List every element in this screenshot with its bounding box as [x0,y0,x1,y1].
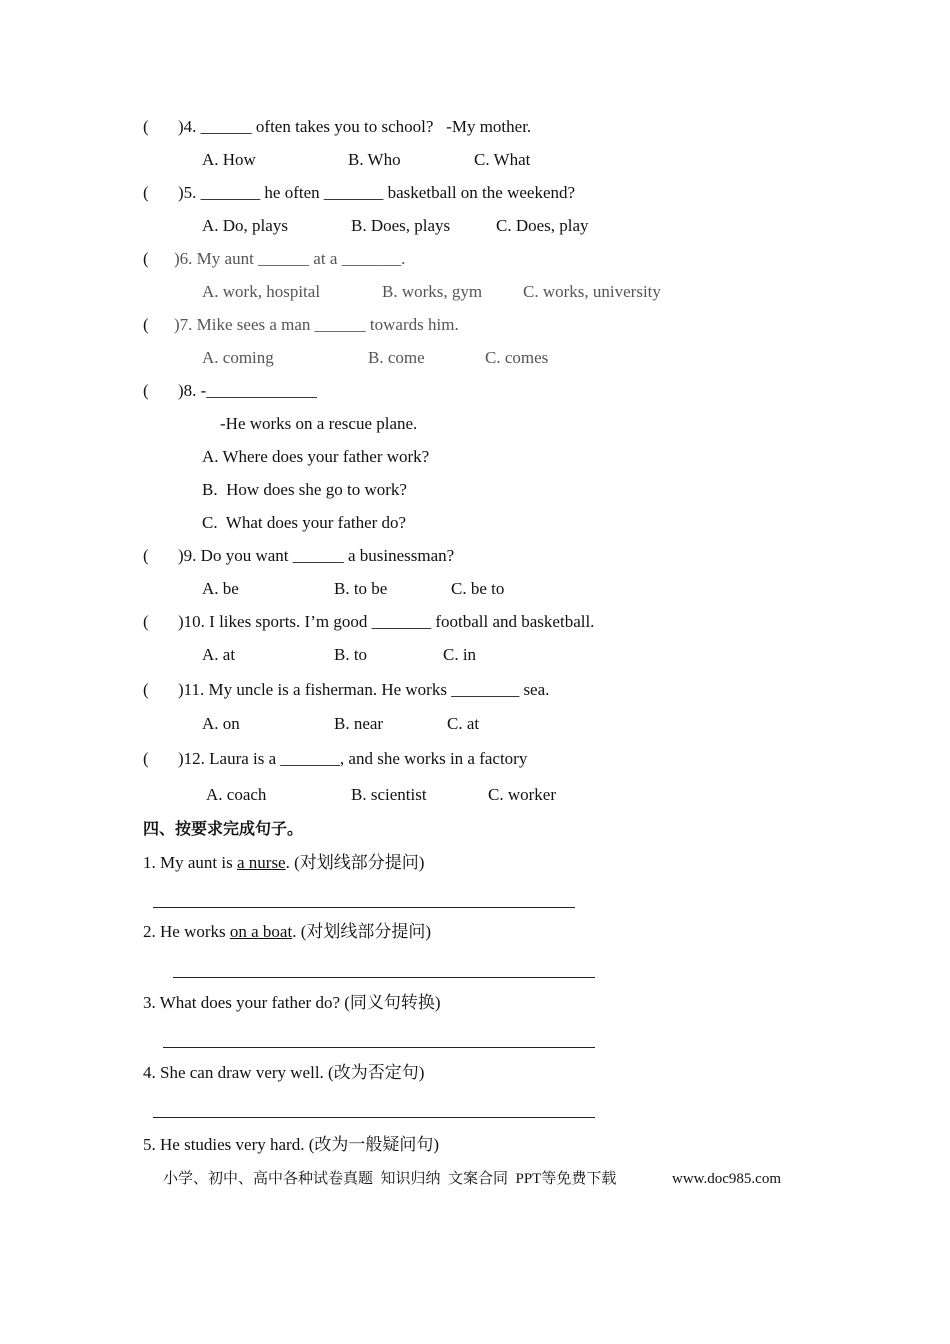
footer-url[interactable]: www.doc985.com [672,1171,782,1187]
answer-paren[interactable]: ( [143,749,149,768]
option-b[interactable]: B. to be [334,579,388,598]
question-stem: )5. _______ he often _______ basketball on the weekend? [178,183,576,202]
question-stem: )8. -_____________ [178,381,317,400]
option-a[interactable]: A. work, hospital [202,282,321,301]
option-a[interactable]: A. coach [206,785,267,804]
option-c[interactable]: C. comes [485,348,549,367]
option-b[interactable]: B. Who [348,150,401,169]
option-c[interactable]: C. worker [488,785,556,804]
section-title: 四、按要求完成句子。 [143,819,304,838]
option-c[interactable]: C. at [447,714,480,733]
option-c[interactable]: C. What [474,150,531,169]
option-a[interactable]: A. Do, plays [202,216,288,235]
option-a[interactable]: A. coming [202,348,274,367]
answer-paren[interactable]: ( [143,680,149,699]
item-text: 1. My aunt is [143,853,237,872]
option-a[interactable]: A. at [202,645,236,664]
answer-paren[interactable]: ( [143,315,149,334]
option-a[interactable]: A. be [202,579,239,598]
answer-paren[interactable]: ( [143,546,149,565]
answer-line-3[interactable] [163,1047,595,1048]
rewrite-item-3: 3. What does your father do? (同义句转换) [143,993,441,1012]
rewrite-item-5: 5. He studies very hard. (改为一般疑问句) [143,1135,440,1154]
item-instruction: . (对划线部分提问) [285,853,425,872]
option-b[interactable]: B. works, gym [382,282,483,301]
answer-paren[interactable]: ( [143,612,149,631]
footer-text: 小学、初中、高中各种试卷真题 知识归纳 文案合同 PPT等免费下载 [163,1171,617,1187]
answer-paren[interactable]: ( [143,183,149,202]
question-stem: )11. My uncle is a fisherman. He works ________ sea. [178,680,550,699]
option-c[interactable]: C. What does your father do? [202,513,407,532]
option-a[interactable]: A. How [202,150,256,169]
question-stem: )9. Do you want ______ a businessman? [178,546,455,565]
option-c[interactable]: C. in [443,645,477,664]
option-b[interactable]: B. come [368,348,425,367]
underlined-part: a nurse [236,853,286,872]
option-a[interactable]: A. Where does your father work? [202,447,430,466]
question-stem: )10. I likes sports. I’m good _______ football and basketball. [178,612,595,631]
question-response: -He works on a rescue plane. [220,414,418,433]
answer-paren[interactable]: ( [143,117,149,136]
option-a[interactable]: A. on [202,714,240,733]
answer-line-2[interactable] [173,977,595,978]
option-c[interactable]: C. works, university [523,282,661,301]
option-b[interactable]: B. near [334,714,384,733]
option-c[interactable]: C. be to [451,579,505,598]
question-stem: )12. Laura is a _______, and she works in a factory [178,749,528,768]
option-b[interactable]: B. to [334,645,368,664]
item-text: 2. He works [143,922,230,941]
option-b[interactable]: B. Does, plays [351,216,451,235]
underlined-part: on a boat [229,922,293,941]
rewrite-item-1 [143,853,424,873]
option-b[interactable]: B. How does she go to work? [202,480,407,499]
option-c[interactable]: C. Does, play [496,216,589,235]
answer-paren[interactable]: ( [143,249,149,268]
answer-paren[interactable]: ( [143,381,149,400]
rewrite-item-2 [143,922,431,942]
rewrite-item-4: 4. She can draw very well. (改为否定句) [143,1063,425,1082]
question-stem: )4. ______ often takes you to school? -My mother. [178,117,532,136]
question-stem: )7. Mike sees a man ______ towards him. [174,315,459,334]
option-b[interactable]: B. scientist [351,785,427,804]
item-instruction: . (对划线部分提问) [292,922,432,941]
answer-line-4[interactable] [153,1117,595,1118]
question-stem: )6. My aunt ______ at a _______. [174,249,406,268]
answer-line-1[interactable] [153,907,575,908]
